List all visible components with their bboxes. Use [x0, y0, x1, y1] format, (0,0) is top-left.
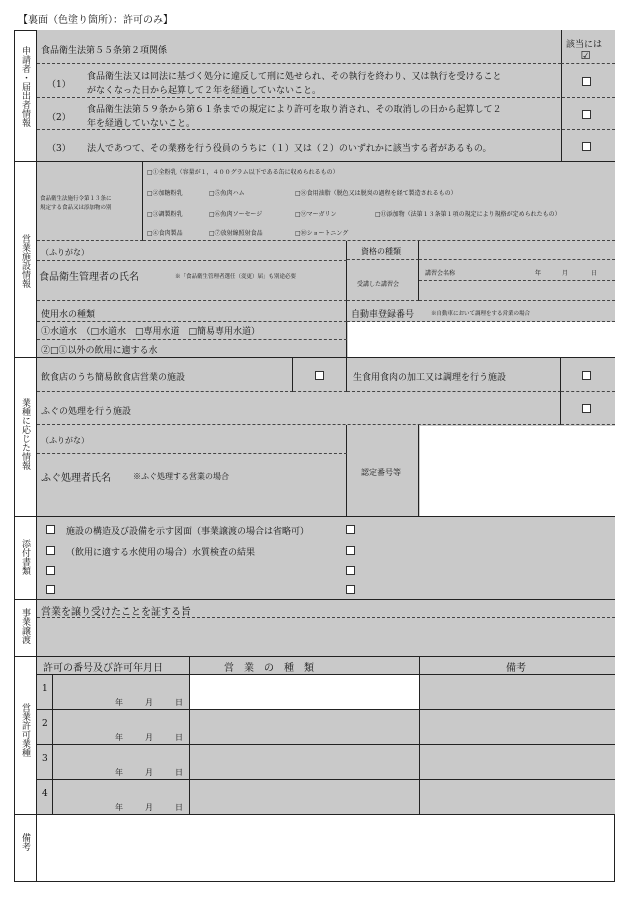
- license-row-4: 4 年 月 日: [37, 780, 190, 815]
- additive-label-cell: 食品衛生法施行令第１３条に 規定する食品又は添加物の別: [37, 162, 143, 241]
- additive-option-6[interactable]: □⑥魚肉ソーセージ: [209, 211, 263, 218]
- additive-option-9[interactable]: □⑨マーガリン: [295, 211, 337, 218]
- qualification-type-label: 資格の種類: [347, 241, 419, 260]
- remarks-input[interactable]: [38, 816, 614, 881]
- raw-meat-cell: 生食用食肉の加工又は調理を行う施設: [347, 358, 561, 392]
- manager-name-cell: （ふりがな） 食品衛生管理者の氏名 ※「食品衛生管理者選任（変更）届」も別途必要: [37, 241, 347, 301]
- license-type-input-1[interactable]: [190, 675, 420, 710]
- applicant-item-1: （1） 食品衛生法又は同法に基づく処分に違反して刑に処せられ、その執行を終わり、又は執行を受けること がなくなった日から起算して２年を経過していないこと。: [37, 64, 615, 98]
- license-type-input-4[interactable]: [190, 780, 420, 815]
- additive-option-5[interactable]: □⑤魚肉ハム: [209, 190, 245, 197]
- section-label-facility: 営業施設情報: [14, 162, 37, 358]
- section-label-remarks: 備考: [14, 815, 37, 882]
- simple-restaurant-checkbox[interactable]: [315, 371, 324, 380]
- applicant-item-2-checkbox[interactable]: [582, 110, 591, 119]
- section-label-attachments: 添付書類: [14, 517, 37, 600]
- attachment-3b-checkbox[interactable]: [346, 566, 355, 575]
- attachment-4-checkbox[interactable]: [46, 585, 55, 594]
- section-label-industry: 業種に応じた情報: [14, 358, 37, 517]
- additive-option-4[interactable]: □④食肉製品: [147, 230, 183, 237]
- applicant-title-row: 食品衛生法第５５条第２項関係: [37, 30, 561, 64]
- license-type-input-2[interactable]: [190, 710, 420, 745]
- license-col-remarks: 備考: [420, 657, 615, 675]
- applicant-item-2: （2） 食品衛生法第５９条から第６１条までの規定により許可を取り消され、その取消しの日から起算して２ 年を経過していないこと。: [37, 98, 615, 130]
- water-option-1[interactable]: ①水道水 （□水道水 □専用水道 □簡易専用水道）: [41, 327, 261, 337]
- check-header: 該当には: [566, 40, 603, 50]
- fugu-handler-label: ふぐ処理者氏名: [41, 473, 111, 484]
- license-remarks-input-4[interactable]: [420, 780, 615, 815]
- attachment-1-checkbox[interactable]: [46, 525, 55, 534]
- applicant-item-3: （3） 法人であつて、その業務を行う役員のうちに（１）又は（２）のいずれかに該当する者があるもの。: [47, 144, 492, 154]
- license-remarks-input-1[interactable]: [420, 675, 615, 710]
- cert-number-input[interactable]: [420, 426, 615, 516]
- attachment-1b-checkbox[interactable]: [346, 525, 355, 534]
- additive-option-7[interactable]: □⑦放射線照射食品: [209, 230, 263, 237]
- additive-option-3[interactable]: □③調製粉乳: [147, 211, 183, 218]
- checked-box-icon: ☑: [580, 49, 591, 62]
- course-name-field[interactable]: 講習会名称 年 月 日: [419, 260, 615, 301]
- license-row-3: 3 年 月 日: [37, 745, 190, 780]
- car-registration-cell: 自動車登録番号 ※自動車において調理をする営業の場合: [347, 301, 615, 358]
- attachment-1-label: 施設の構造及び設備を示す図面（事業譲渡の場合は省略可）: [66, 527, 310, 537]
- additive-option-11[interactable]: □⑪添加物（法第１３条第１項の規定により規格が定められたもの）: [375, 211, 561, 218]
- attachment-3-checkbox[interactable]: [46, 566, 55, 575]
- course-taken-label: 受講した講習会: [347, 260, 419, 301]
- raw-meat-checkbox[interactable]: [582, 371, 591, 380]
- attachment-4b-checkbox[interactable]: [346, 585, 355, 594]
- section-label-transfer: 事業譲渡: [14, 600, 37, 657]
- fugu-handler-cell: （ふりがな） ふぐ処理者氏名 ※ふぐ処理する営業の場合: [37, 425, 347, 517]
- applicant-item-1-checkbox[interactable]: [582, 77, 591, 86]
- section-label-license: 営業許可業種: [14, 657, 37, 815]
- fugu-facility-checkbox[interactable]: [582, 404, 591, 413]
- applicant-item-3-checkbox[interactable]: [582, 142, 591, 151]
- fugu-facility-cell: ふぐの処理を行う施設: [37, 392, 561, 425]
- additive-option-8[interactable]: □⑧食用油脂（脱色又は脱臭の過程を経て製造されるもの）: [295, 190, 457, 197]
- section-label-applicant: 申請者・届出者情報: [14, 30, 37, 162]
- additive-option-1[interactable]: □①全粉乳（容量が１，４００グラム以下である缶に収められるもの）: [147, 169, 339, 176]
- license-col-number: 許可の番号及び許可年月日: [37, 657, 190, 675]
- attachment-2-checkbox[interactable]: [46, 546, 55, 555]
- water-type-cell: 使用水の種類 ①水道水 （□水道水 □専用水道 □簡易専用水道） ②□①以外の飲用に適する水: [37, 301, 347, 358]
- transfer-block: 営業を譲り受けたことを証する旨: [37, 600, 615, 657]
- license-type-input-3[interactable]: [190, 745, 420, 780]
- additive-options: [143, 162, 615, 241]
- license-row-1: 1 年 月 日: [37, 675, 190, 710]
- qualification-type-input[interactable]: [419, 241, 615, 260]
- page-header: 【裏面（色塗り箇所）：許可のみ】: [18, 15, 173, 26]
- car-registration-input[interactable]: [348, 322, 615, 357]
- license-row-2: 2 年 月 日: [37, 710, 190, 745]
- license-remarks-input-3[interactable]: [420, 745, 615, 780]
- license-col-type: 営 業 の 種 類: [190, 657, 420, 675]
- manager-name-label: 食品衛生管理者の氏名: [39, 272, 139, 283]
- license-remarks-input-2[interactable]: [420, 710, 615, 745]
- simple-restaurant-cell: 飲食店のうち簡易飲食店営業の施設: [37, 358, 293, 392]
- attachment-2-label: （飲用に適する水使用の場合）水質検査の結果: [66, 548, 256, 558]
- additive-option-10[interactable]: □⑩ショートニング: [295, 230, 349, 237]
- water-option-2[interactable]: ②□①以外の飲用に適する水: [41, 346, 158, 356]
- attachment-2b-checkbox[interactable]: [346, 546, 355, 555]
- cert-number-label: 認定番号等: [347, 425, 419, 517]
- additive-option-2[interactable]: □②加糖粉乳: [147, 190, 183, 197]
